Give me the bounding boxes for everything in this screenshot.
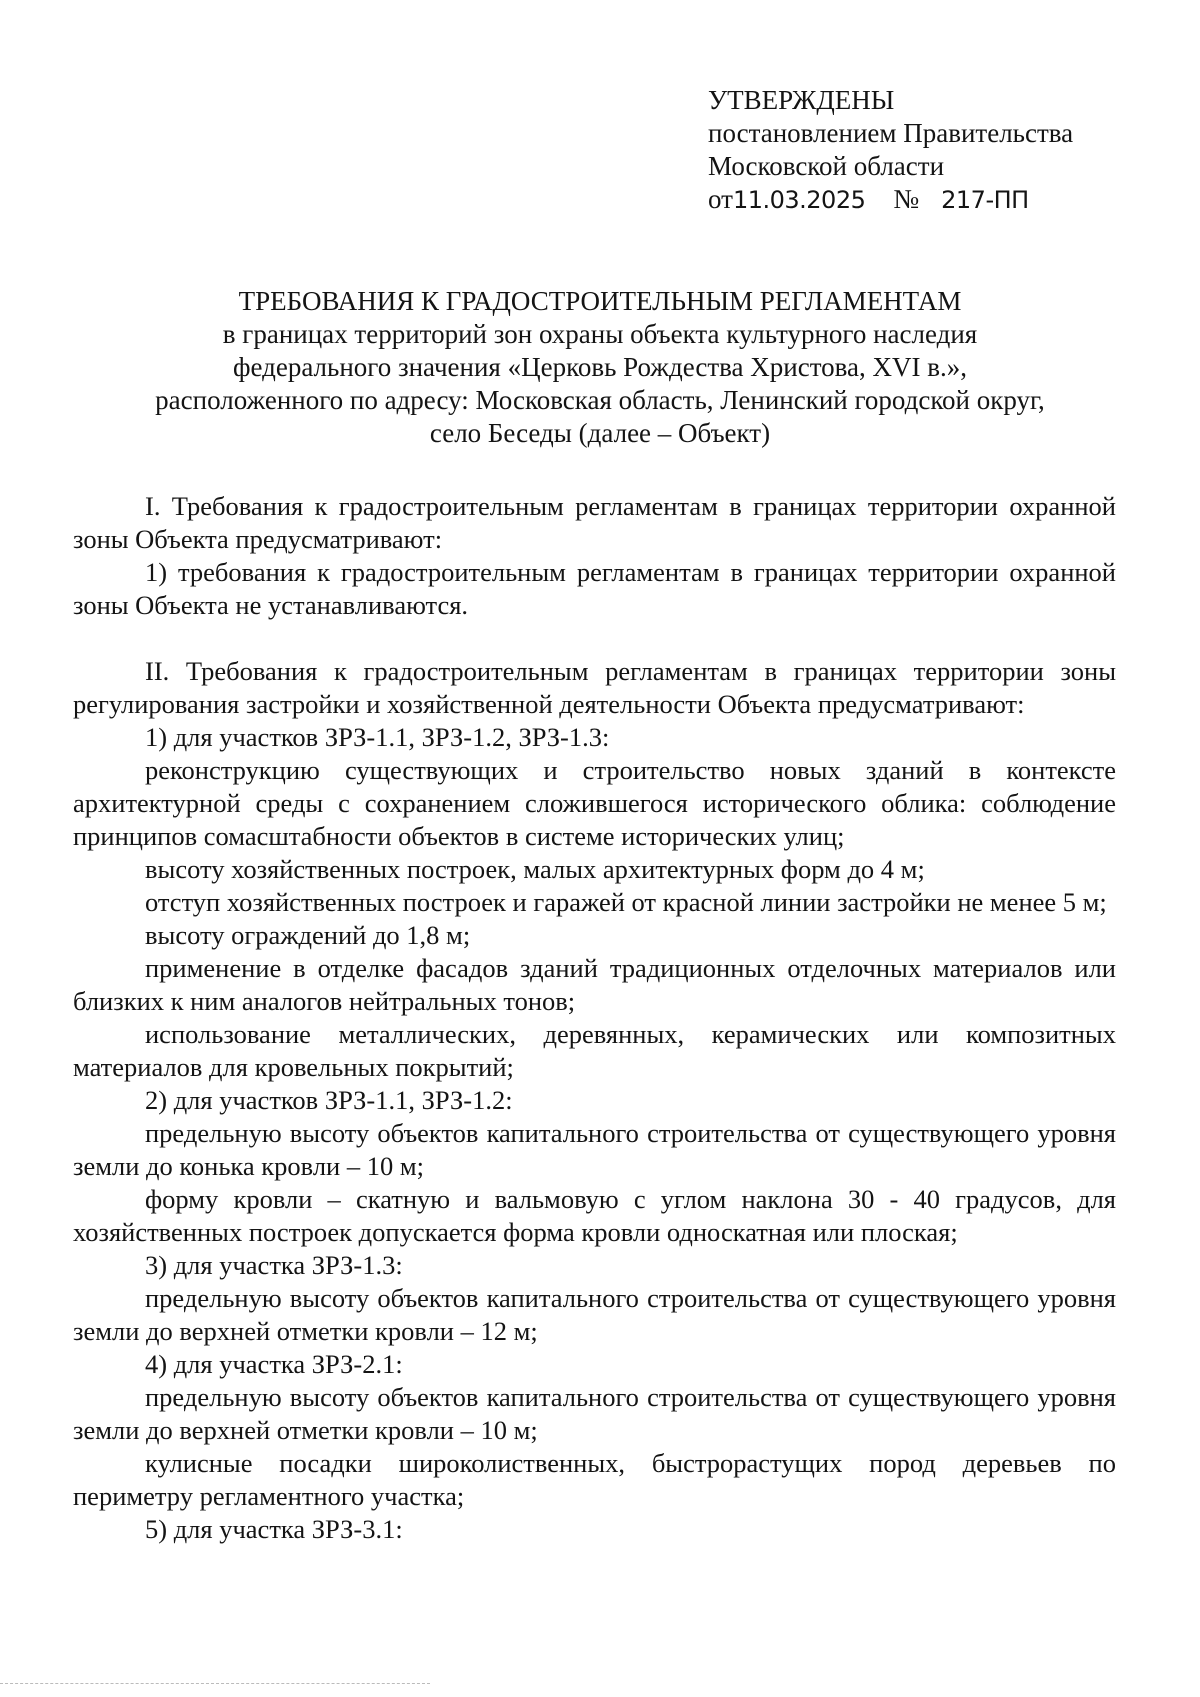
section-2-item-4-heading: 4) для участка ЗРЗ-2.1: [145, 1349, 403, 1379]
paragraph: форму кровли – скатную и вальмовую с углом наклона 30 - 40 градусов, для хозяйственных построек допускается форма кровли односкатная или плоская; [73, 1184, 1116, 1247]
approval-line-1: постановлением Правительства [708, 118, 1074, 148]
title-line-1: в границах территорий зон охраны объекта культурного наследия [222, 319, 978, 349]
approval-stamp [708, 84, 1073, 217]
approval-heading: УТВЕРЖДЕНЫ [708, 85, 895, 115]
paragraph: высоту хозяйственных построек, малых архитектурных форм до 4 м; [145, 854, 925, 884]
title-line-4: село Беседы (далее – Объект) [429, 418, 771, 448]
approval-date-prefix: от [708, 184, 733, 214]
section-1-item-1: 1) требования к градостроительным регламентам в границах территории охранной зоны Объекта не устанавливаются. [73, 557, 1116, 620]
paragraph: реконструкцию существующих и строительство новых зданий в контексте архитектурной среды с сохранением сложившегося исторического облика: соблюдение принципов сомасштабности объектов в системе исторических улиц; [73, 755, 1116, 851]
approval-number: 217-ПП [941, 186, 1029, 214]
section-2-intro: II. Требования к градостроительным регламентам в границах территории зоны регулирования застройки и хозяйственной деятельности Объекта предусматривают: [73, 656, 1116, 719]
scan-edge-line [0, 1683, 430, 1685]
section-2-item-3-heading: 3) для участка ЗРЗ-1.3: [145, 1250, 403, 1280]
paragraph: высоту ограждений до 1,8 м; [145, 920, 471, 950]
approval-line-2: Московской области [708, 151, 945, 181]
approval-date-line [708, 183, 1073, 217]
title-line-3: расположенного по адресу: Московская область, Ленинский городской округ, [155, 385, 1045, 415]
title-main: ТРЕБОВАНИЯ К ГРАДОСТРОИТЕЛЬНЫМ РЕГЛАМЕНТАМ [238, 286, 962, 316]
document-body [73, 490, 1116, 1546]
title-line-2: федерального значения «Церковь Рождества Христова, XVI в.», [232, 352, 967, 382]
paragraph: предельную высоту объектов капитального строительства от существующего уровня земли до верхней отметки кровли – 12 м; [73, 1283, 1116, 1346]
paragraph: использование металлических, деревянных, керамических или композитных материалов для кровельных покрытий; [73, 1019, 1116, 1082]
section-2-item-2-heading: 2) для участков ЗРЗ-1.1, ЗРЗ-1.2: [145, 1085, 513, 1115]
paragraph: предельную высоту объектов капитального строительства от существующего уровня земли до верхней отметки кровли – 10 м; [73, 1382, 1116, 1445]
section-2-item-1-heading: 1) для участков ЗРЗ-1.1, ЗРЗ-1.2, ЗРЗ-1.3: [145, 722, 610, 752]
document-title [70, 285, 1130, 450]
section-2-item-5-heading: 5) для участка ЗРЗ-3.1: [145, 1514, 403, 1544]
approval-date: 11.03.2025 [732, 186, 866, 214]
paragraph: применение в отделке фасадов зданий традиционных отделочных материалов или близких к ним аналогов нейтральных тонов; [73, 953, 1116, 1016]
paragraph: кулисные посадки широколиственных, быстрорастущих пород деревьев по периметру регламентного участка; [73, 1448, 1116, 1511]
section-1-intro: I. Требования к градостроительным регламентам в границах территории охранной зоны Объекта предусматривают: [73, 491, 1116, 554]
paragraph: отступ хозяйственных построек и гаражей от красной линии застройки не менее 5 м; [145, 887, 1107, 917]
paragraph: предельную высоту объектов капитального строительства от существующего уровня земли до конька кровли – 10 м; [73, 1118, 1116, 1181]
approval-number-sign: № [893, 184, 920, 214]
